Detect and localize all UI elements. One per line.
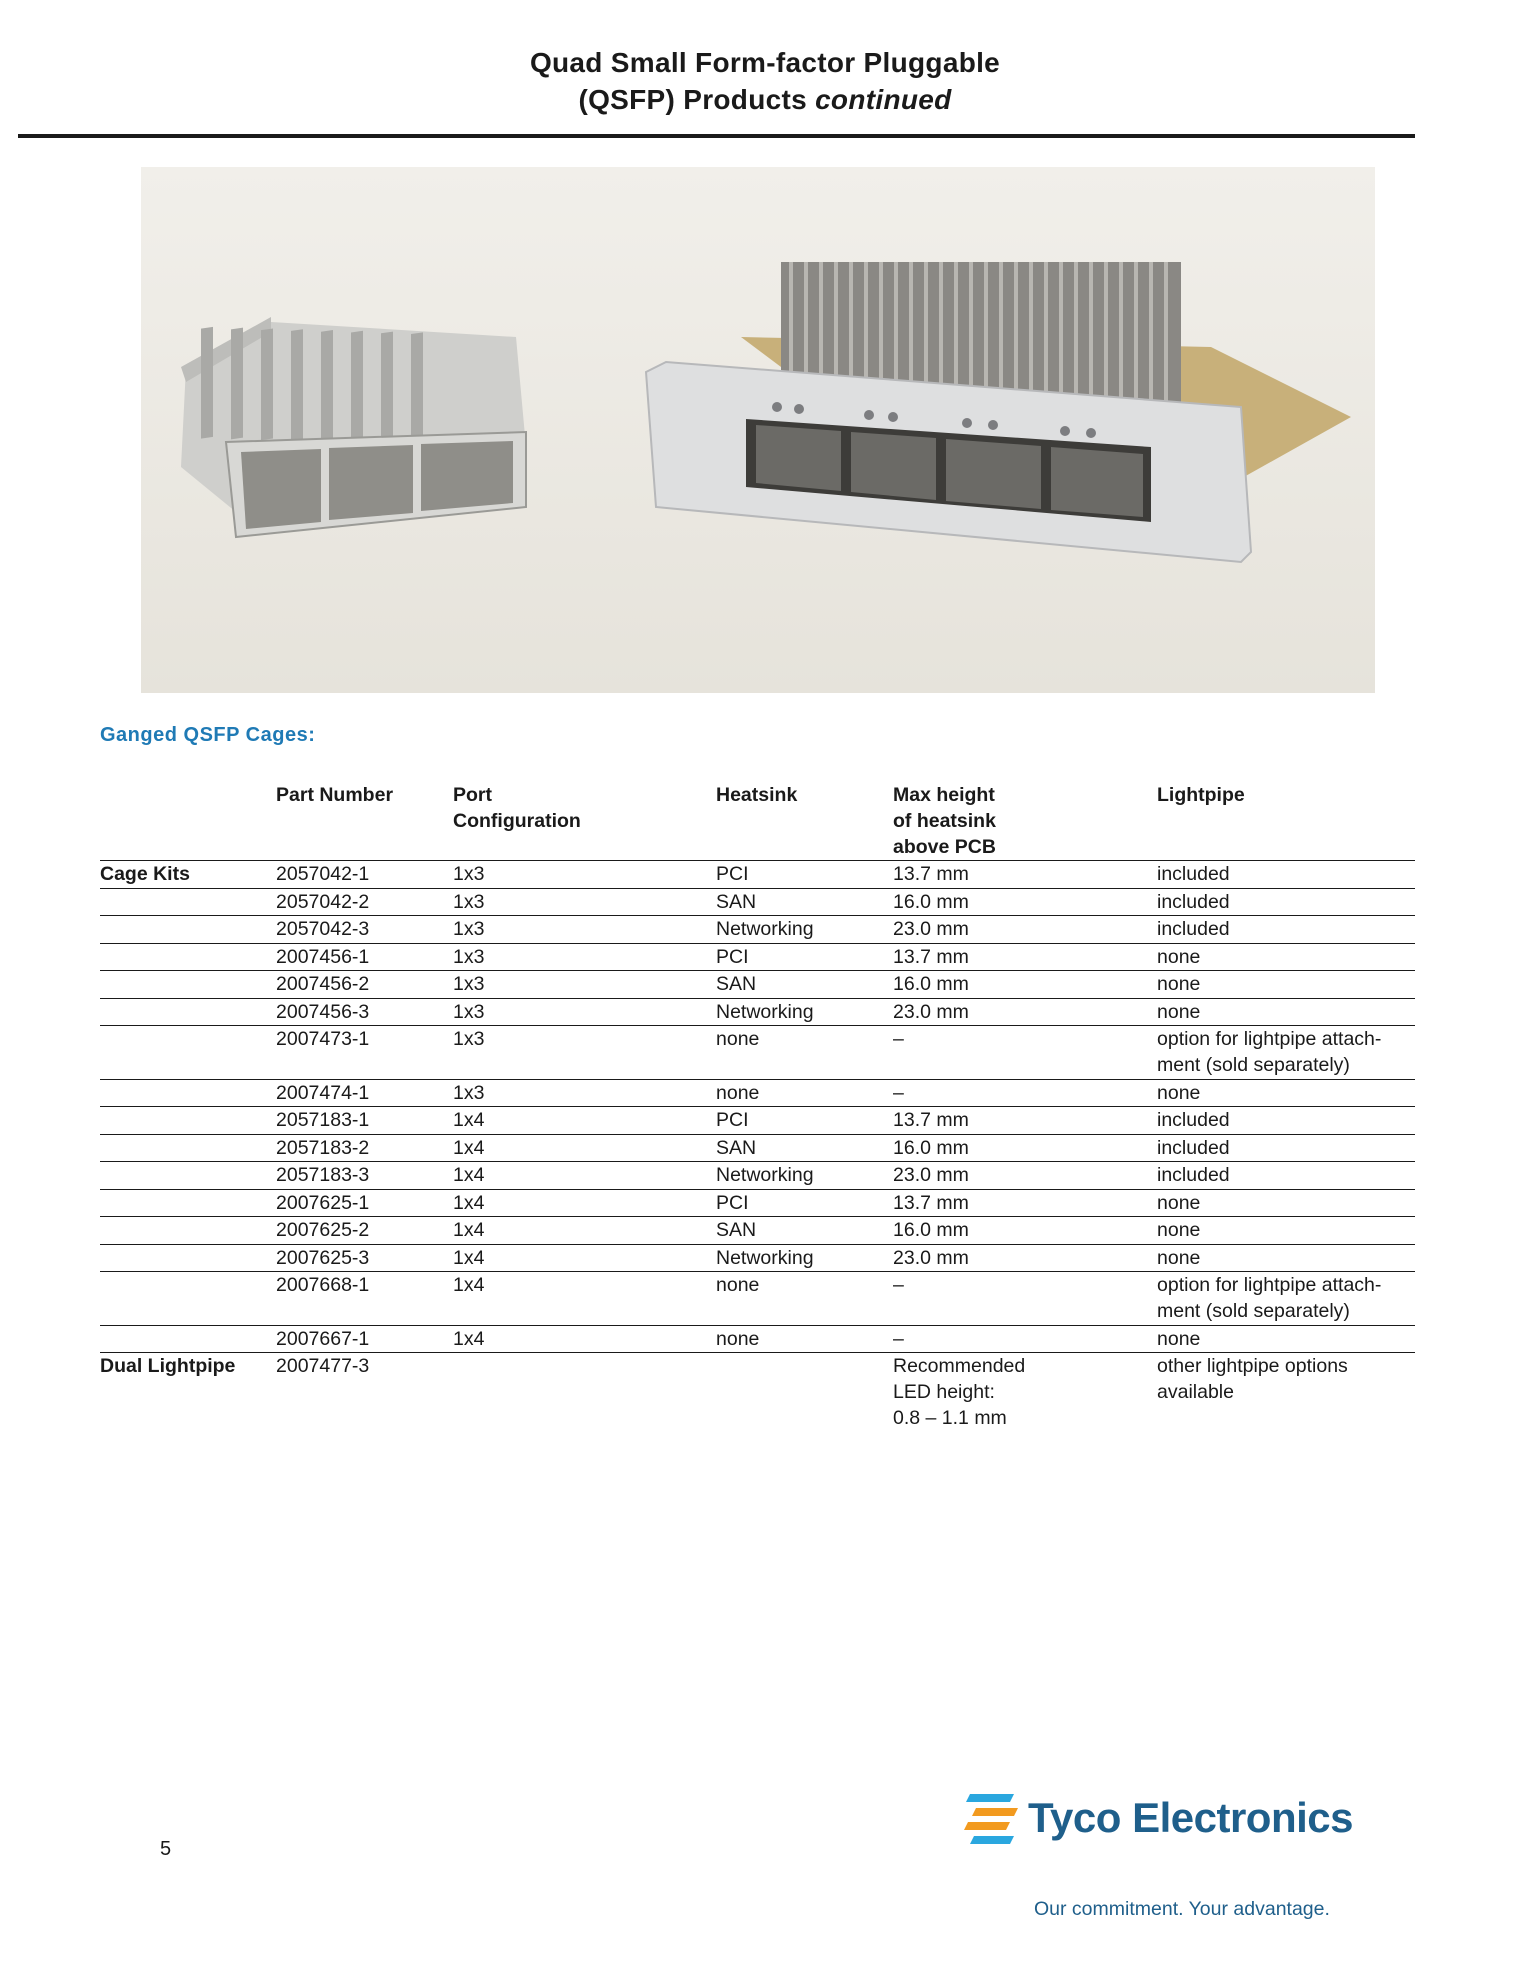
cell-lightpipe: included: [1157, 918, 1230, 940]
cell-lightpipe: none: [1157, 1219, 1201, 1241]
title-continued: continued: [815, 84, 952, 115]
cell-lightpipe: included: [1157, 1109, 1230, 1131]
cell-part-number: 2057183-2: [276, 1136, 370, 1159]
cell-port-configuration: 1x4: [453, 1219, 485, 1241]
cell-port-configuration: 1x4: [453, 1246, 485, 1269]
cell-lightpipe: included: [1157, 1136, 1230, 1159]
cell-part-number: 2057183-3: [276, 1164, 370, 1186]
cell-lightpipe: none: [1157, 1327, 1201, 1350]
table-row: [100, 1216, 1415, 1244]
cell-heatsink: PCI: [716, 863, 749, 885]
table-row: [100, 943, 1415, 971]
cell-max-height: 23.0 mm: [893, 1164, 969, 1186]
cell-max-height: –: [893, 1327, 904, 1350]
cell-max-height: 23.0 mm: [893, 918, 969, 940]
cell-row-group: Dual Lightpipe: [100, 1355, 236, 1377]
table-row: [100, 1106, 1415, 1134]
cage-1x3-illustration: [181, 317, 526, 537]
cell-lightpipe: none: [1157, 1081, 1201, 1104]
cell-lightpipe: none: [1157, 945, 1201, 968]
cell-heatsink: Networking: [716, 1246, 814, 1269]
cell-row-group: Cage Kits: [100, 863, 190, 885]
table-row: [100, 1134, 1415, 1162]
cell-part-number: 2057183-1: [276, 1109, 370, 1131]
cell-part-number: 2007473-1: [276, 1028, 370, 1050]
table-row: [100, 998, 1415, 1026]
cell-lightpipe: none: [1157, 1191, 1201, 1214]
cell-port-configuration: 1x4: [453, 1274, 485, 1296]
cell-part-number: 2007456-1: [276, 945, 370, 968]
table-row: [100, 860, 1415, 888]
table-header: [100, 782, 1415, 860]
cell-port-configuration: 1x3: [453, 863, 485, 885]
cell-heatsink: Networking: [716, 1000, 814, 1023]
cell-max-height: 16.0 mm: [893, 1219, 969, 1241]
cell-part-number: 2007668-1: [276, 1274, 370, 1296]
cell-port-configuration: 1x3: [453, 1081, 485, 1104]
cell-part-number: 2007625-1: [276, 1191, 370, 1214]
cell-port-configuration: 1x4: [453, 1109, 485, 1131]
section-heading: Ganged QSFP Cages:: [100, 724, 316, 746]
cell-port-configuration: 1x4: [453, 1164, 485, 1186]
product-photo: [141, 167, 1375, 693]
cell-port-configuration: 1x4: [453, 1136, 485, 1159]
product-photo-illustration: [141, 167, 1375, 693]
cell-part-number: 2007456-3: [276, 1000, 370, 1023]
cell-part-number: 2057042-1: [276, 863, 370, 885]
cell-lightpipe: included: [1157, 863, 1230, 885]
brand-logo: [962, 1768, 1392, 1878]
table-row: [100, 1161, 1415, 1189]
table-row: [100, 915, 1415, 943]
ganged-qsfp-table: [100, 782, 1415, 1432]
cell-port-configuration: 1x3: [453, 890, 485, 913]
table-row: [100, 1189, 1415, 1217]
cell-part-number: 2007667-1: [276, 1327, 370, 1350]
cell-part-number: 2007474-1: [276, 1081, 370, 1104]
cell-part-number: 2007625-2: [276, 1219, 370, 1241]
page-title: [0, 44, 1530, 118]
cell-heatsink: Networking: [716, 918, 814, 940]
cell-lightpipe: option for lightpipe attach- ment (sold separately): [1157, 1274, 1382, 1322]
cell-lightpipe: none: [1157, 1246, 1201, 1269]
cell-lightpipe: other lightpipe options available: [1157, 1355, 1348, 1403]
cell-part-number: 2057042-3: [276, 918, 370, 940]
cell-port-configuration: 1x3: [453, 973, 485, 995]
cell-max-height: 13.7 mm: [893, 945, 969, 968]
cell-max-height: 16.0 mm: [893, 973, 969, 995]
cell-max-height: –: [893, 1028, 904, 1050]
column-header-lightpipe: Lightpipe: [1157, 784, 1245, 806]
cell-port-configuration: 1x3: [453, 918, 485, 940]
cell-part-number: 2057042-2: [276, 890, 370, 913]
cell-heatsink: PCI: [716, 945, 749, 968]
title-line-2-text: (QSFP) Products: [578, 84, 816, 115]
table-row: [100, 1325, 1415, 1353]
table-row: [100, 1352, 1415, 1432]
column-header-port-configuration: Port Configuration: [453, 784, 581, 832]
cell-max-height: –: [893, 1274, 904, 1296]
cell-part-number: 2007456-2: [276, 973, 370, 995]
cell-port-configuration: 1x3: [453, 1028, 485, 1050]
cell-port-configuration: 1x3: [453, 945, 485, 968]
cell-max-height: –: [893, 1081, 904, 1104]
title-line-2: [0, 81, 1530, 118]
cell-heatsink: none: [716, 1274, 760, 1296]
cell-max-height: Recommended LED height: 0.8 – 1.1 mm: [893, 1355, 1026, 1429]
cell-lightpipe: included: [1157, 890, 1230, 913]
table-row: [100, 888, 1415, 916]
table-row: [100, 1271, 1415, 1325]
cell-lightpipe: included: [1157, 1164, 1230, 1186]
cell-lightpipe: option for lightpipe attach- ment (sold separately): [1157, 1028, 1382, 1076]
cell-heatsink: SAN: [716, 1219, 757, 1241]
cell-heatsink: none: [716, 1081, 760, 1104]
cell-max-height: 13.7 mm: [893, 1109, 969, 1131]
cell-max-height: 23.0 mm: [893, 1000, 969, 1023]
title-line-1: Quad Small Form-factor Pluggable: [529, 47, 1001, 78]
cell-lightpipe: none: [1157, 1000, 1201, 1023]
column-header-heatsink: Heatsink: [716, 784, 798, 806]
cell-heatsink: SAN: [716, 890, 757, 913]
brand-tagline: Our commitment. Your advantage.: [1034, 1898, 1330, 1920]
table-row: [100, 1244, 1415, 1272]
brand-name: Tyco Electronics: [1028, 1794, 1354, 1841]
cell-heatsink: none: [716, 1327, 760, 1350]
page-number: 5: [160, 1838, 172, 1860]
cell-max-height: 23.0 mm: [893, 1246, 969, 1269]
cell-part-number: 2007477-3: [276, 1355, 370, 1377]
cell-heatsink: SAN: [716, 973, 757, 995]
cell-part-number: 2007625-3: [276, 1246, 370, 1269]
cell-heatsink: PCI: [716, 1109, 749, 1131]
table-row: [100, 1079, 1415, 1107]
cell-heatsink: PCI: [716, 1191, 749, 1214]
tyco-logo-icon: [962, 1786, 1022, 1856]
cell-max-height: 13.7 mm: [893, 863, 969, 885]
table-row: [100, 1025, 1415, 1079]
cell-port-configuration: 1x4: [453, 1191, 485, 1214]
cell-max-height: 13.7 mm: [893, 1191, 969, 1214]
header-rule: [18, 134, 1415, 138]
cell-heatsink: none: [716, 1028, 760, 1050]
table-row: [100, 970, 1415, 998]
column-header-part-number: Part Number: [276, 784, 394, 806]
cell-heatsink: Networking: [716, 1164, 814, 1186]
cell-max-height: 16.0 mm: [893, 890, 969, 913]
cell-port-configuration: 1x4: [453, 1327, 485, 1350]
table-body: [100, 860, 1415, 1432]
cell-heatsink: SAN: [716, 1136, 757, 1159]
cell-port-configuration: 1x3: [453, 1000, 485, 1023]
column-header-max-height: Max height of heatsink above PCB: [893, 784, 996, 858]
cell-lightpipe: none: [1157, 973, 1201, 995]
cell-max-height: 16.0 mm: [893, 1136, 969, 1159]
